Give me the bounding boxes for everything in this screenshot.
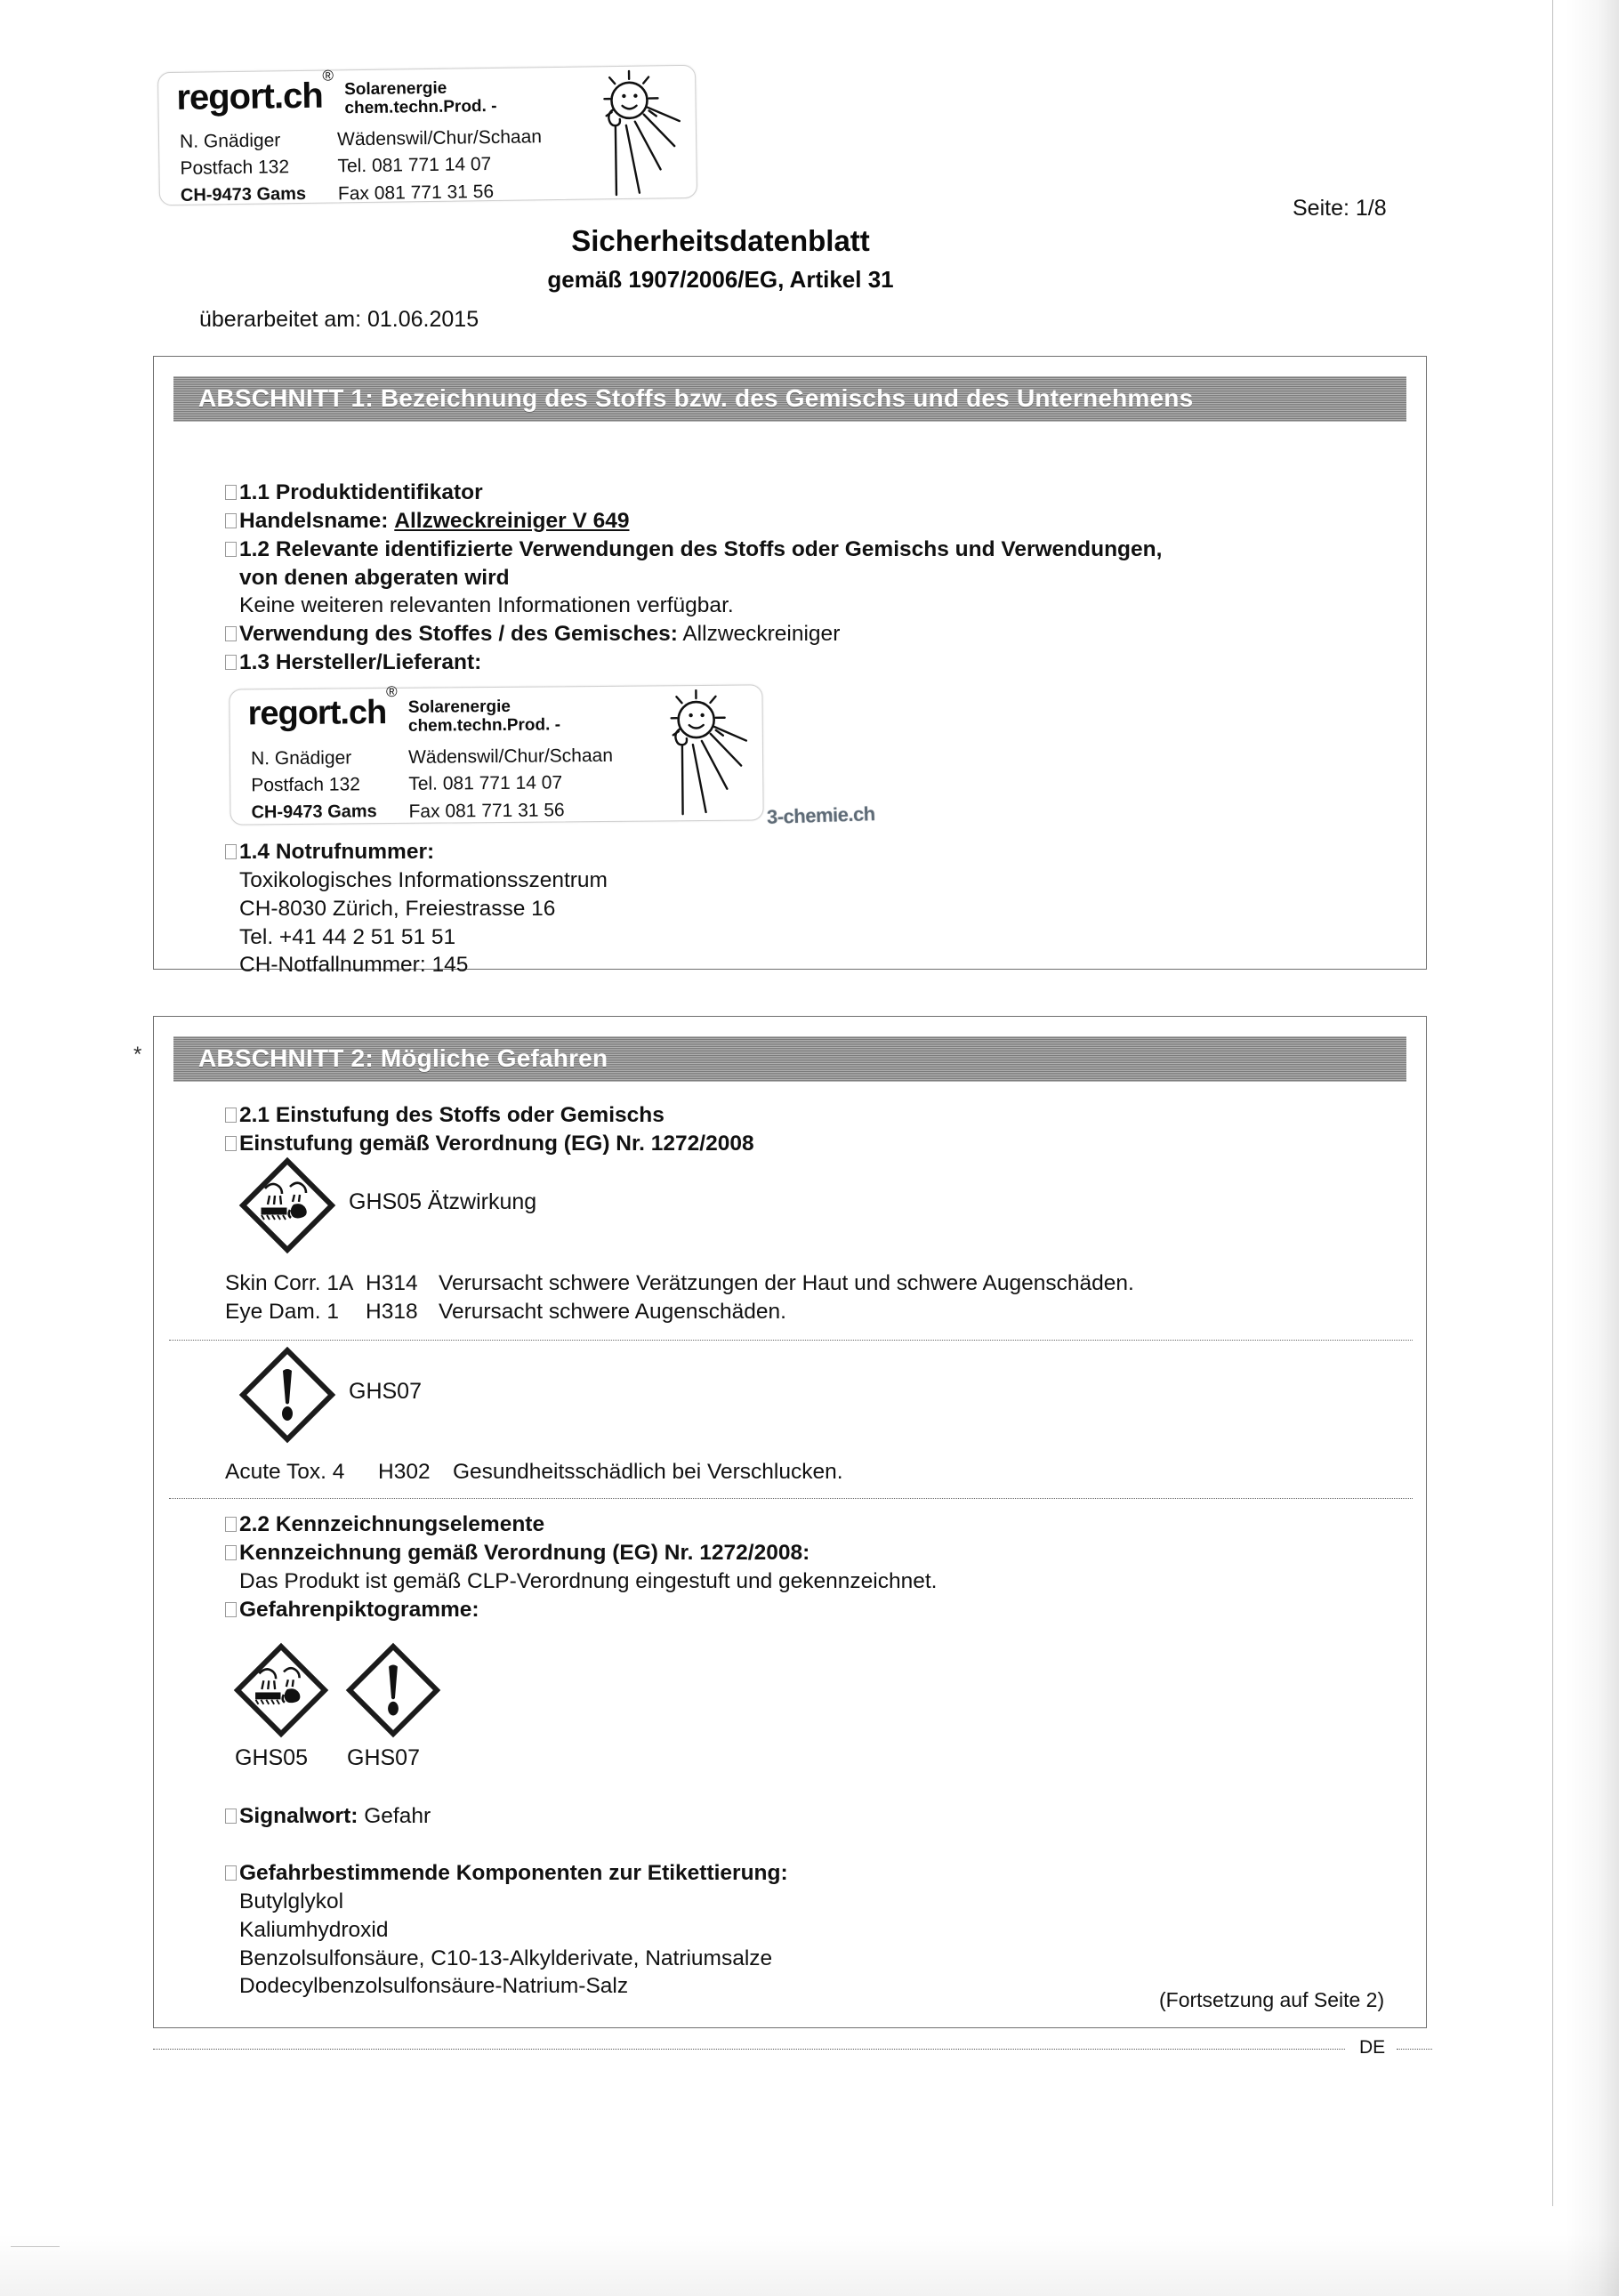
bullet-box-icon bbox=[225, 485, 237, 500]
brand-name: regort.ch bbox=[247, 694, 387, 733]
emergency-line: Toxikologisches Informationsszentrum bbox=[239, 867, 608, 892]
sun-face-icon bbox=[640, 689, 748, 817]
bullet-box-icon bbox=[225, 1809, 237, 1824]
bullet-box-icon bbox=[225, 1517, 237, 1532]
page-indicator: Seite: 1/8 bbox=[1293, 196, 1387, 221]
bullet-box-icon bbox=[225, 513, 237, 528]
logo-contact-left: N. Gnädiger bbox=[179, 130, 281, 152]
item-1-2-line2: von denen abgeraten wird bbox=[239, 565, 510, 590]
trade-name-row: Handelsname: Allzweckreiniger V 649 bbox=[225, 507, 1162, 536]
ghs05-name: GHS05 Ätzwirkung bbox=[349, 1189, 537, 1214]
revision-asterisk: * bbox=[133, 1043, 142, 1067]
brand-wordmark bbox=[176, 67, 334, 117]
hazard-row bbox=[225, 1269, 1134, 1298]
item-1-2-note: Keine weiteren relevanten Informationen verfügbar. bbox=[239, 593, 734, 618]
hazard-list-1 bbox=[225, 1269, 1134, 1326]
logo-contact-table bbox=[249, 742, 616, 827]
scan-edge-shading-bottom bbox=[0, 2234, 1619, 2296]
bullet-box-icon bbox=[225, 1136, 237, 1151]
hazard-text: Verursacht schwere Verätzungen der Haut und schwere Augenschäden. bbox=[439, 1271, 1134, 1295]
brand-tagline-line2: chem.techn.Prod. - bbox=[407, 715, 561, 737]
revision-date: überarbeitet am: 01.06.2015 bbox=[199, 307, 479, 332]
ghs-exclamation-icon bbox=[238, 1346, 336, 1448]
section-2-heading: ABSCHNITT 2: Mögliche Gefahren bbox=[173, 1036, 1406, 1082]
hazard-code: H314 bbox=[366, 1271, 418, 1295]
hazard-row bbox=[225, 1298, 1134, 1326]
logo-contact-row bbox=[181, 179, 543, 209]
registered-mark-icon: ® bbox=[322, 67, 334, 85]
scan-watermark: 3-chemie.ch bbox=[766, 802, 876, 828]
section-2-classification bbox=[225, 1101, 754, 1158]
brand-tagline-line1: Solarenergie bbox=[407, 697, 511, 717]
logo-contact-right: Wädenswil/Chur/Schaan bbox=[336, 126, 543, 150]
section-1-heading: ABSCHNITT 1: Bezeichnung des Stoffs bzw. des Gemischs und des Unternehmens bbox=[173, 376, 1406, 422]
emergency-line: CH-Notfallnummer: 145 bbox=[239, 953, 469, 978]
footer-divider-right bbox=[1397, 2049, 1432, 2050]
component-item: Dodecylbenzolsulfonsäure-Natrium-Salz bbox=[239, 1974, 629, 1999]
bullet-box-icon bbox=[225, 844, 237, 859]
logo-contact-row bbox=[180, 125, 542, 155]
bullet-box-icon bbox=[225, 1108, 237, 1123]
signal-word-row bbox=[225, 1802, 431, 1831]
hazard-class: Skin Corr. 1A bbox=[225, 1271, 354, 1295]
ghs05-code-label: GHS05 bbox=[235, 1745, 308, 1770]
brand-wordmark bbox=[247, 683, 397, 733]
signal-word-label: Signalwort: bbox=[239, 1804, 358, 1828]
logo-contact-left: CH-9473 Gams bbox=[180, 183, 307, 205]
trade-name-value: Allzweckreiniger V 649 bbox=[394, 508, 630, 533]
logo-contact-right: Wädenswil/Chur/Schaan bbox=[407, 745, 614, 768]
bullet-box-icon bbox=[225, 626, 237, 641]
registered-mark-icon: ® bbox=[385, 683, 397, 701]
ghs-exclamation-icon bbox=[345, 1642, 441, 1743]
scan-artifact-line bbox=[1552, 0, 1553, 2206]
logo-contact-right: Fax 081 771 31 56 bbox=[408, 799, 565, 822]
ghs-corrosion-icon bbox=[233, 1642, 329, 1743]
sun-face-icon bbox=[574, 69, 682, 197]
bullet-box-icon bbox=[225, 542, 237, 557]
logo-contact-left: Postfach 132 bbox=[180, 157, 290, 180]
continuation-note: (Fortsetzung auf Seite 2) bbox=[1159, 1988, 1385, 2011]
emergency-line: Tel. +41 44 2 51 51 51 bbox=[239, 924, 456, 949]
brand-tagline-line1: Solarenergie bbox=[344, 78, 447, 100]
bullet-box-icon bbox=[225, 1602, 237, 1617]
brand-name: regort.ch bbox=[176, 76, 324, 117]
item-2-2: 2.2 Kennzeichnungselemente bbox=[225, 1511, 937, 1539]
bullet-box-icon bbox=[225, 1865, 237, 1881]
section-1-body bbox=[225, 479, 1162, 677]
hazard-class: Acute Tox. 4 bbox=[225, 1460, 345, 1484]
page-subtitle: gemäß 1907/2006/EG, Artikel 31 bbox=[547, 266, 894, 293]
hazard-code: H318 bbox=[366, 1299, 418, 1324]
brand-tagline-line2: chem.techn.Prod. - bbox=[344, 97, 497, 118]
use-value: Allzweckreiniger bbox=[682, 622, 841, 647]
component-item: Kaliumhydroxid bbox=[239, 1917, 389, 1942]
item-1-3: 1.3 Hersteller/Lieferant: bbox=[225, 649, 1162, 677]
logo-contact-row bbox=[251, 744, 613, 772]
labelling-text: Das Produkt ist gemäß CLP-Verordnung eingestuft und gekennzeichnet. bbox=[239, 1568, 938, 1593]
item-1-4: 1.4 Notrufnummer: bbox=[225, 838, 608, 866]
hazard-code: H302 bbox=[378, 1460, 431, 1484]
ghs07-name: GHS07 bbox=[349, 1379, 422, 1404]
footer-divider bbox=[153, 2049, 1345, 2050]
logo-contact-row bbox=[251, 797, 613, 826]
item-1-1: 1.1 Produktidentifikator bbox=[225, 479, 1162, 507]
brand-tagline bbox=[344, 78, 497, 118]
scan-edge-shading bbox=[1566, 0, 1619, 2296]
logo-contact-left: CH-9473 Gams bbox=[251, 801, 377, 822]
page-title: Sicherheitsdatenblatt bbox=[571, 224, 870, 257]
use-row: Verwendung des Stoffes / des Gemisches: Allzweckreiniger bbox=[225, 620, 1162, 649]
company-logo-card-header bbox=[157, 65, 697, 205]
logo-contact-right: Tel. 081 771 14 07 bbox=[408, 772, 563, 795]
hazard-text: Verursacht schwere Augenschäden. bbox=[439, 1299, 786, 1324]
bullet-box-icon bbox=[225, 655, 237, 670]
hazard-text: Gesundheitsschädlich bei Verschlucken. bbox=[453, 1460, 843, 1484]
ghs-corrosion-icon bbox=[238, 1156, 336, 1259]
component-item: Benzolsulfonsäure, C10-13-Alkylderivate, Natriumsalze bbox=[239, 1946, 773, 1970]
logo-contact-left: N. Gnädiger bbox=[250, 747, 352, 769]
signal-word-value: Gefahr bbox=[364, 1804, 431, 1828]
item-1-2-line1: 1.2 Relevante identifizierte Verwendungen des Stoffs oder Gemischs und Verwendungen, bbox=[225, 536, 1162, 564]
hazard-list-2 bbox=[225, 1458, 843, 1486]
item-2-1: 2.1 Einstufung des Stoffs oder Gemischs bbox=[225, 1101, 754, 1130]
components-block bbox=[225, 1859, 788, 2001]
divider bbox=[169, 1498, 1413, 1499]
logo-contact-left: Postfach 132 bbox=[251, 774, 360, 796]
logo-contact-row bbox=[180, 152, 542, 182]
language-code: DE bbox=[1359, 2037, 1386, 2058]
classification-regulation: Einstufung gemäß Verordnung (EG) Nr. 1272/2008 bbox=[225, 1130, 754, 1158]
logo-contact-table bbox=[178, 123, 544, 211]
divider bbox=[169, 1340, 1413, 1341]
company-logo-card-supplier bbox=[229, 684, 763, 825]
scan-artifact-mark bbox=[11, 2246, 60, 2247]
ghs07-code-label: GHS07 bbox=[347, 1745, 420, 1770]
logo-contact-right: Fax 081 771 31 56 bbox=[337, 181, 495, 205]
component-item: Butylglykol bbox=[239, 1889, 344, 1913]
hazard-class: Eye Dam. 1 bbox=[225, 1299, 339, 1324]
logo-contact-right: Tel. 081 771 14 07 bbox=[337, 154, 492, 177]
labelling-regulation: Kennzeichnung gemäß Verordnung (EG) Nr. 1272/2008: bbox=[225, 1539, 937, 1567]
hazard-row bbox=[225, 1458, 843, 1486]
section-2-2-block bbox=[225, 1511, 937, 1623]
logo-contact-row bbox=[251, 770, 613, 799]
emergency-line: CH-8030 Zürich, Freiestrasse 16 bbox=[239, 896, 556, 921]
bullet-box-icon bbox=[225, 1545, 237, 1560]
pictograms-label: Gefahrenpiktogramme: bbox=[225, 1596, 937, 1624]
emergency-block bbox=[225, 838, 608, 979]
brand-tagline bbox=[408, 697, 560, 736]
components-label: Gefahrbestimmende Komponenten zur Etikettierung: bbox=[225, 1859, 788, 1888]
